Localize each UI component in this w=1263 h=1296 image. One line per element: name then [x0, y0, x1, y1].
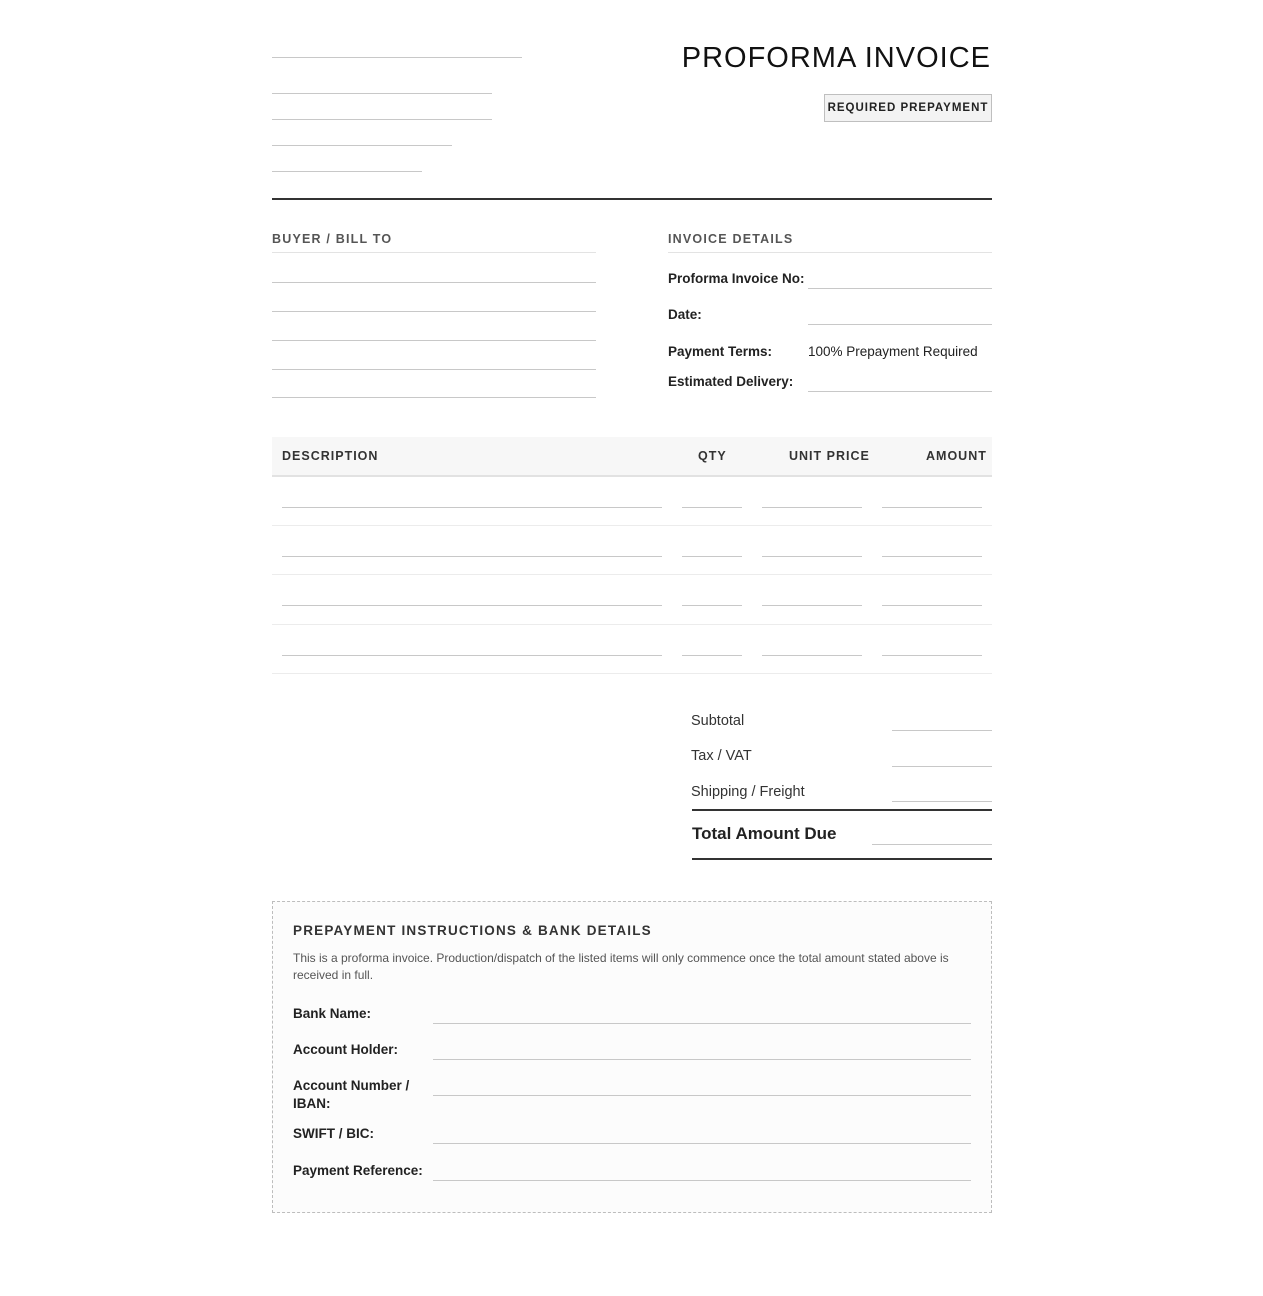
- row-3-amount[interactable]: [882, 605, 982, 606]
- buyer-line-5[interactable]: [272, 397, 596, 398]
- tax-field[interactable]: [892, 766, 992, 767]
- shipping-field[interactable]: [892, 801, 992, 802]
- estimated-delivery-label: Estimated Delivery:: [668, 374, 794, 389]
- account-number-label: Account Number / IBAN:: [293, 1078, 410, 1111]
- payment-reference-label: Payment Reference:: [293, 1163, 423, 1178]
- table-row-divider: [272, 624, 992, 625]
- buyer-line-4[interactable]: [272, 369, 596, 370]
- total-top-rule: [692, 809, 992, 811]
- row-2-qty[interactable]: [682, 556, 742, 557]
- date-label: Date:: [668, 307, 702, 322]
- header-divider: [272, 198, 992, 200]
- prepayment-note: This is a proforma invoice. Production/dispatch of the listed items will only commence once the total amount stated above is received in full.: [293, 951, 949, 982]
- row-1-qty[interactable]: [682, 507, 742, 508]
- swift-bic-field[interactable]: [433, 1143, 971, 1144]
- buyer-section-rule: [272, 252, 596, 253]
- details-section-rule: [668, 252, 992, 253]
- shipping-label: Shipping / Freight: [691, 784, 805, 800]
- table-row-divider: [272, 574, 992, 575]
- row-4-amount[interactable]: [882, 655, 982, 656]
- column-description: DESCRIPTION: [282, 449, 379, 463]
- buyer-line-2[interactable]: [272, 311, 596, 312]
- total-amount-due-label: Total Amount Due: [692, 824, 837, 843]
- bank-name-field[interactable]: [433, 1023, 971, 1024]
- document-title: PROFORMA INVOICE: [681, 42, 991, 74]
- payment-terms-label: Payment Terms:: [668, 344, 773, 359]
- seller-address-line-2[interactable]: [272, 119, 492, 120]
- seller-address-line-1[interactable]: [272, 93, 492, 94]
- buyer-line-3[interactable]: [272, 340, 596, 341]
- subtotal-label: Subtotal: [691, 713, 745, 729]
- date-field[interactable]: [808, 324, 992, 325]
- subtotal-field[interactable]: [892, 730, 992, 731]
- column-unit-price: UNIT PRICE: [789, 449, 870, 463]
- row-1-description[interactable]: [282, 507, 662, 508]
- tax-label: Tax / VAT: [691, 748, 752, 764]
- row-2-description[interactable]: [282, 556, 662, 557]
- swift-bic-label: SWIFT / BIC:: [293, 1126, 374, 1141]
- seller-contact-line-1[interactable]: [272, 145, 452, 146]
- bank-details-box: [272, 901, 992, 1213]
- row-1-unit-price[interactable]: [762, 507, 862, 508]
- estimated-delivery-field[interactable]: [808, 391, 992, 392]
- row-3-qty[interactable]: [682, 605, 742, 606]
- account-holder-label: Account Holder:: [293, 1042, 399, 1057]
- invoice-number-field[interactable]: [808, 288, 992, 289]
- buyer-line-1[interactable]: [272, 282, 596, 283]
- row-4-qty[interactable]: [682, 655, 742, 656]
- seller-contact-line-2[interactable]: [272, 171, 422, 172]
- account-number-field[interactable]: [433, 1095, 971, 1096]
- required-prepayment-badge: REQUIRED PREPAYMENT: [824, 94, 992, 122]
- account-holder-field[interactable]: [433, 1059, 971, 1060]
- row-2-unit-price[interactable]: [762, 556, 862, 557]
- table-row-divider: [272, 525, 992, 526]
- total-bottom-rule: [692, 858, 992, 860]
- column-qty: QTY: [698, 449, 727, 463]
- row-3-unit-price[interactable]: [762, 605, 862, 606]
- column-amount: AMOUNT: [926, 449, 987, 463]
- table-row-divider: [272, 673, 992, 674]
- row-1-amount[interactable]: [882, 507, 982, 508]
- total-amount-due-field[interactable]: [872, 844, 992, 845]
- row-3-description[interactable]: [282, 605, 662, 606]
- seller-name-line[interactable]: [272, 57, 522, 58]
- items-table-header: [272, 437, 992, 477]
- payment-reference-field[interactable]: [433, 1180, 971, 1181]
- row-2-amount[interactable]: [882, 556, 982, 557]
- buyer-section-label: BUYER / BILL TO: [272, 232, 393, 246]
- bank-details-title: PREPAYMENT INSTRUCTIONS & BANK DETAILS: [293, 923, 652, 938]
- invoice-number-label: Proforma Invoice No:: [668, 271, 805, 286]
- bank-name-label: Bank Name:: [293, 1006, 372, 1021]
- details-section-label: INVOICE DETAILS: [668, 232, 794, 246]
- row-4-unit-price[interactable]: [762, 655, 862, 656]
- row-4-description[interactable]: [282, 655, 662, 656]
- payment-terms-value: 100% Prepayment Required: [808, 344, 978, 359]
